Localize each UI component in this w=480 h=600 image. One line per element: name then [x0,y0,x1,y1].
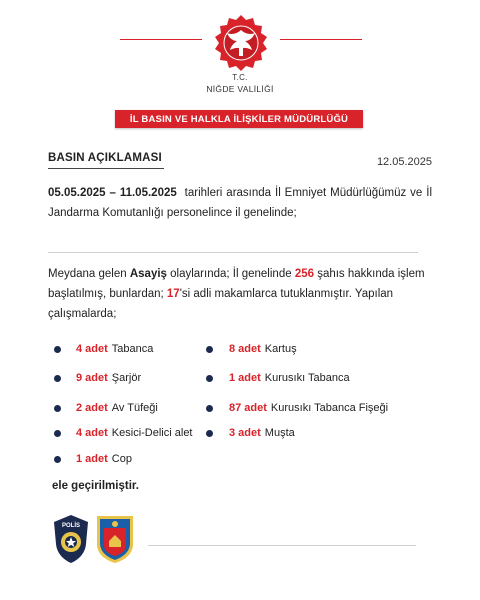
header-rule-left [120,39,202,40]
summary-asayis: Asayiş [129,268,167,280]
list-item [76,372,141,384]
list-item [76,343,153,355]
closing-text: ele geçirilmiştir. [52,480,139,492]
list-item [229,372,350,384]
bullet-icon [54,430,61,437]
header-tc: T.C. [232,73,248,82]
summary-text-4: 'si adli makamlarca tutuklanmıştır. Yapılan çalışmalarda; [48,288,394,320]
item-name: Kurusıkı Tabanca [264,372,350,384]
item-name: Tabanca [111,343,154,355]
summary-text-3: şahıs hakkında işlem başlatılmış, bunlardan; [48,268,425,300]
list-item [229,427,295,439]
police-logo [52,514,90,564]
bullet-icon [206,375,213,382]
heading-underline [48,168,164,169]
bullet-icon [206,430,213,437]
bullet-icon [54,375,61,382]
header-rule-right [280,39,362,40]
date-range: 05.05.2025 – 11.05.2025 [48,187,177,199]
intro-text: tarihleri arasında İl Emniyet Müdürlüğümüz ve İl Jandarma Komutanlığı personelince il genelinde; [48,187,433,219]
item-qty: 4 adet [76,427,108,439]
item-name: Kesici-Delici alet [111,427,193,439]
jandarma-logo [95,514,135,564]
directorate-banner: İL BASIN VE HALKLA İLİŞKİLER MÜDÜRLÜĞÜ [115,110,363,128]
item-qty: 2 adet [76,402,108,414]
list-item [76,453,132,465]
summary-text-1: Meydana gelen [48,268,130,280]
bullet-icon [206,405,213,412]
item-qty: 3 adet [229,427,261,439]
item-qty: 87 adet [229,402,267,414]
item-name: Muşta [264,427,295,439]
item-name: Şarjör [111,372,142,384]
bullet-icon [206,346,213,353]
item-qty: 1 adet [229,372,261,384]
list-item [76,427,193,439]
summary-text-2: olaylarında; İl genelinde [166,268,295,280]
item-qty: 1 adet [76,453,108,465]
item-name: Av Tüfeği [111,402,158,414]
summary-paragraph [48,264,432,324]
section-divider [48,252,418,253]
bullet-icon [54,405,61,412]
item-qty: 4 adet [76,343,108,355]
summary-count-17: 17 [166,288,180,300]
item-qty: 8 adet [229,343,261,355]
item-qty: 9 adet [76,372,108,384]
list-item [229,402,388,414]
intro-paragraph [48,183,432,223]
bullet-icon [54,456,61,463]
header-org: NİĞDE VALİLİĞİ [206,84,274,94]
item-name: Kartuş [264,343,297,355]
press-heading: BASIN AÇIKLAMASI [48,152,162,164]
footer-rule [148,545,416,546]
summary-count-256: 256 [294,268,314,280]
bullet-icon [54,346,61,353]
list-item [229,343,297,355]
item-name: Kurusıkı Tabanca Fişeği [270,402,389,414]
list-item [76,402,158,414]
press-date: 12.05.2025 [376,156,432,168]
police-logo-text: POLİS [61,523,81,529]
item-name: Cop [111,453,132,465]
nigde-valiligi-emblem [213,14,269,76]
